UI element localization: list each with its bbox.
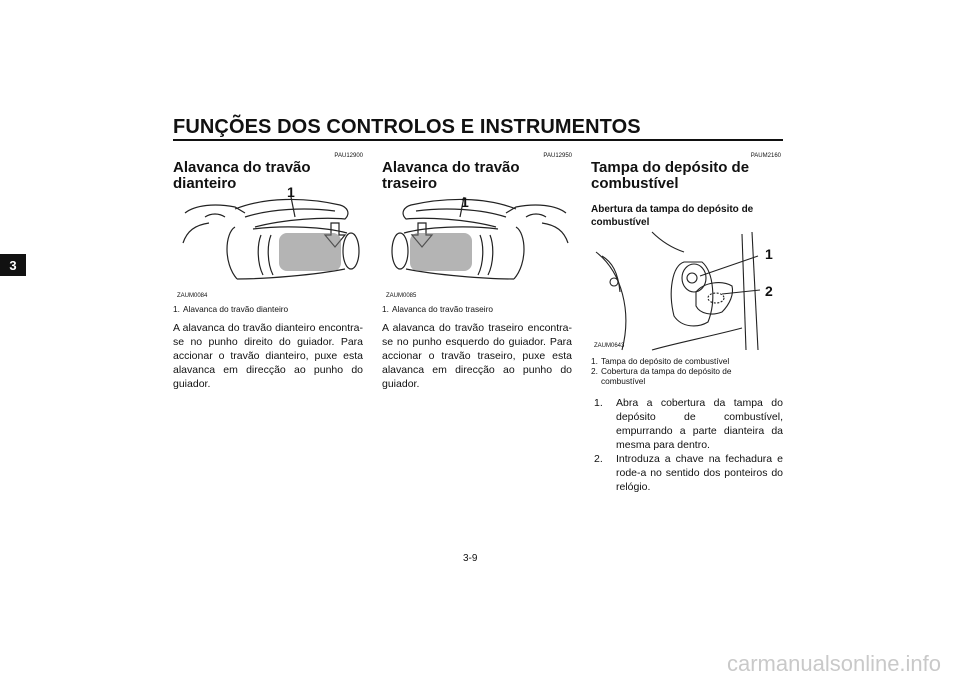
figure-code-front-brake: ZAUM0084: [177, 293, 208, 299]
section-code-rear-brake: PAU12950: [543, 153, 572, 159]
figure-code-rear-brake: ZAUM0085: [386, 293, 417, 299]
title-rule: [173, 139, 783, 141]
caption-item-2: 2. Cobertura da tampa do depósito de combustível: [591, 366, 732, 386]
caption-fuel-cap: [591, 356, 786, 386]
caption-text: Alavanca do travão traseiro: [392, 304, 494, 314]
figure-fuel-cap: [592, 232, 784, 352]
page-number: 3-9: [463, 553, 478, 564]
chapter-tab: 3: [0, 254, 26, 276]
footer-watermark: carmanualsonline.info: [727, 651, 942, 676]
callout-1-front-brake: 1: [287, 184, 295, 200]
heading-fuel-cap: Tampa do depósito de combustível: [591, 159, 750, 192]
body-front-brake: A alavanca do travão dianteiro encontra-se no punho direito do guiador. Para accionar o travão dianteiro, puxe esta alavanca em direcção ao punho do guiador.: [173, 322, 363, 390]
caption-number: 1.: [173, 304, 180, 314]
callout-1-fuel-cap: 1: [765, 246, 773, 262]
figure-front-brake-lever: [175, 183, 367, 298]
caption-item-1: 1. Tampa do depósito de combustível: [591, 356, 730, 366]
step-item: 2. Introduza a chave na fechadura e rode-a no sentido dos ponteiros do relógio.: [594, 453, 783, 493]
page-title: FUNÇÕES DOS CONTROLOS E INSTRUMENTOS: [173, 116, 641, 138]
caption-front-brake: [173, 304, 368, 314]
caption-number: 1.: [382, 304, 389, 314]
heading-front-brake: Alavanca do travão dianteiro: [173, 159, 311, 192]
callout-2-fuel-cap-cover: 2: [765, 283, 773, 299]
figure-code-fuel-cap: ZAUM0643: [594, 343, 625, 349]
figure-rear-brake-lever: [384, 183, 576, 298]
steps-list: [591, 396, 783, 494]
section-code-front-brake: PAU12900: [334, 153, 363, 159]
callout-1-rear-brake: 1: [461, 194, 469, 210]
subheading-fuel-cap-opening: Abertura da tampa do depósito de combustível: [591, 204, 754, 228]
heading-rear-brake: Alavanca do travão traseiro: [382, 159, 520, 192]
caption-text: Alavanca do travão dianteiro: [183, 304, 289, 314]
body-rear-brake: A alavanca do travão traseiro encontra-se no punho esquerdo do guiador. Para accionar o travão traseiro, puxe esta alavanca em direcção ao punho do guiador.: [382, 322, 572, 390]
section-code-fuel-cap: PAUM2160: [750, 153, 781, 159]
caption-rear-brake: [382, 304, 577, 314]
step-item: 1. Abra a cobertura da tampa do depósito de combustível, empurrando a parte dianteira da mesma para dentro.: [594, 397, 783, 451]
